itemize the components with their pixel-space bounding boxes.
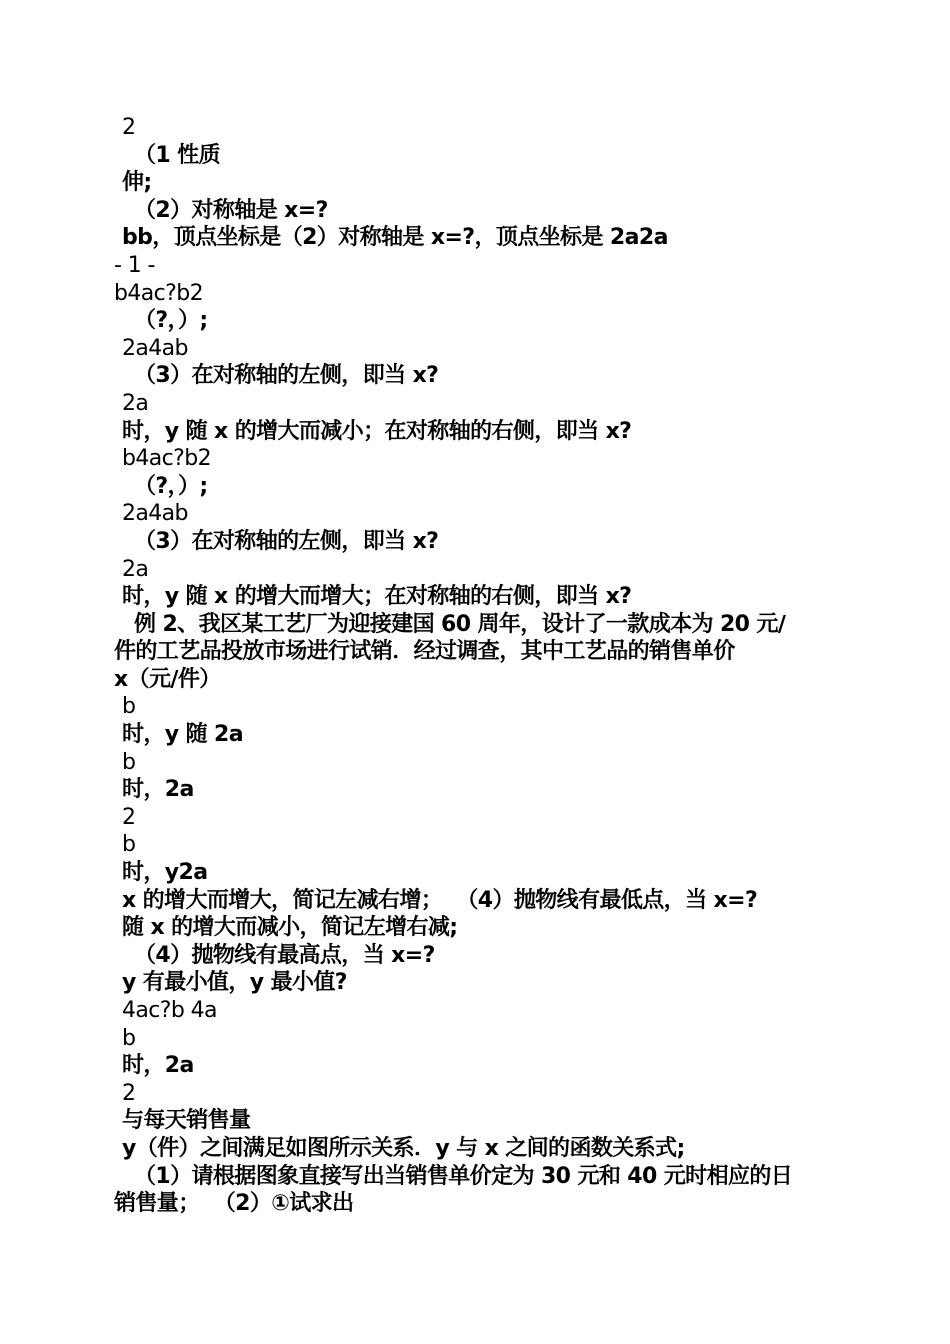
text-line: （3）在对称轴的左侧，即当 x? [134,528,439,554]
text-line: 伸; [122,170,152,196]
text-line: （1 性质 [134,142,220,168]
text-line: 时，y2a [122,860,208,886]
text-line: 销售量； （2）①试求出 [114,1191,354,1217]
text-line: b4ac?b2 [122,446,211,472]
text-line: 时，y 随 x 的增大而增大；在对称轴的右侧，即当 x? [122,584,632,610]
text-line: 2a4ab [122,335,188,361]
text-line: 时，y 随 x 的增大而减小；在对称轴的右侧，即当 x? [122,418,632,444]
text-line: 2a4ab [122,501,188,527]
text-line: 例 2、我区某工艺厂为迎接建国 60 周年，设计了一款成本为 20 元∕ [134,611,786,637]
text-line: 2 [122,804,136,830]
text-line: b [122,1025,136,1051]
text-line: y（件）之间满足如图所示关系．y 与 x 之间的函数关系式; [122,1135,685,1161]
text-line: 2 [122,1080,136,1106]
text-line: 4ac?b 4a [122,998,217,1023]
text-line: 件的工艺品投放市场进行试销．经过调查，其中工艺品的销售单价 [114,639,735,665]
text-line: 2a [122,556,149,582]
text-line: x（元∕件） [114,666,221,692]
text-line: （?，）; [134,473,208,499]
text-line: 随 x 的增大而减小，简记左增右减; [122,915,458,941]
text-line: b [122,694,136,720]
text-line: （4）抛物线有最高点，当 x=? [134,942,435,968]
text-line: 时，2a [122,777,194,803]
text-line: （3）在对称轴的左侧，即当 x? [134,363,439,389]
document-body [114,114,844,1218]
text-line: b [122,832,136,858]
text-line: 2a [122,390,149,416]
text-line: bb，顶点坐标是（2）对称轴是 x=?，顶点坐标是 2a2a [122,225,668,251]
text-line: y 有最小值，y 最小值? [122,970,347,996]
text-line: 与每天销售量 [122,1108,251,1134]
page-number: - 1 - [114,252,155,278]
text-line: （1）请根据图象直接写出当销售单价定为 30 元和 40 元时相应的日 [134,1163,793,1189]
text-line: （?，）; [134,308,208,334]
text-line: b4ac?b2 [114,280,203,306]
text-line: 时，2a [122,1053,194,1079]
text-line: 2 [122,115,136,140]
text-line: （2）对称轴是 x=? [134,197,328,223]
text-line: x 的增大而增大，简记左减右增； （4）抛物线有最低点，当 x=? [122,887,758,913]
text-line: 时，y 随 2a [122,722,244,748]
text-line: b [122,749,136,775]
